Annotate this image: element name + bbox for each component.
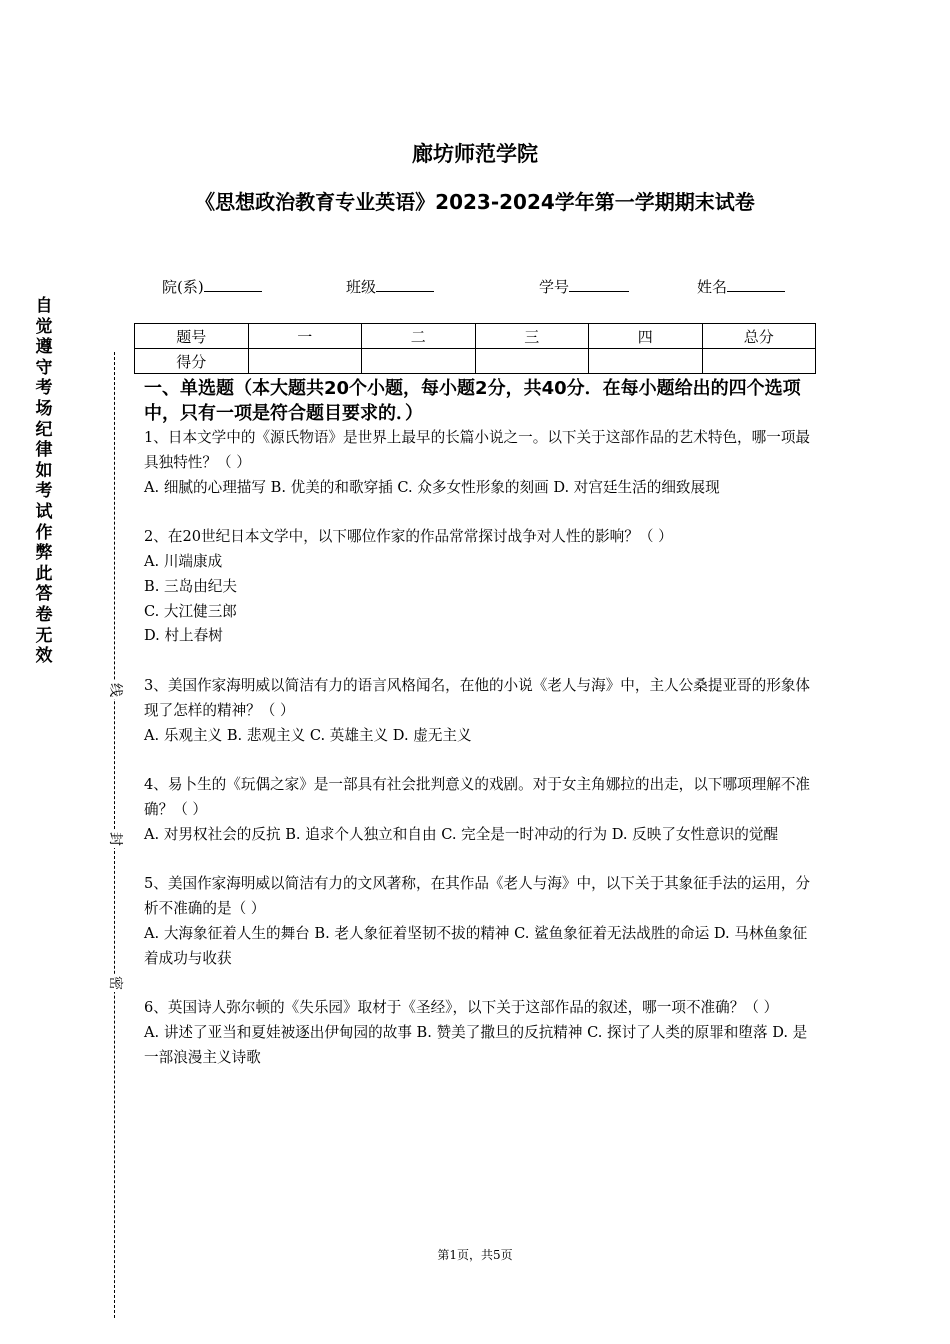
- question-stem: 1、日本文学中的《源氏物语》是世界上最早的长篇小说之一。以下关于这部作品的艺术特色，哪一项最具独特性？（ ）: [144, 429, 811, 471]
- exam-discipline-warning: 自觉遵守考场纪律如考试作弊此答卷无效: [35, 296, 53, 667]
- question-list: [144, 426, 820, 1096]
- question-6: [144, 996, 820, 1070]
- question-stem: 4、易卜生的《玩偶之家》是一部具有社会批判意义的戏剧。对于女主角娜拉的出走，以下哪项理解不准确？（ ）: [144, 776, 811, 818]
- score-table-header-row: [135, 324, 816, 349]
- score-table: [134, 323, 816, 374]
- question-1: [144, 426, 820, 500]
- department-blank: [204, 277, 262, 292]
- binding-line-char: 线: [107, 683, 123, 697]
- question-options: A. 对男权社会的反抗 B. 追求个人独立和自由 C. 完全是一时冲动的行为 D. 反映了女性意识的觉醒: [144, 825, 779, 843]
- department-label: 院(系): [162, 278, 204, 296]
- exam-title: 《思想政治教育专业英语》2023-2024学年第一学期期末试卷: [195, 190, 755, 214]
- question-stem: 6、英国诗人弥尔顿的《失乐园》取材于《圣经》，以下关于这部作品的叙述，哪一项不准确？（ ）: [144, 999, 779, 1017]
- question-3: [144, 674, 820, 748]
- class-blank: [376, 277, 434, 292]
- binding-seal-char: 封: [107, 832, 123, 846]
- question-stem: 5、美国作家海明威以简洁有力的文风著称，在其作品《老人与海》中，以下关于其象征手法的运用，分析不准确的是（ ）: [144, 875, 811, 918]
- score-table-header-cell: 一: [248, 324, 362, 349]
- section-title: 一、单选题（本大题共20个小题，每小题2分，共40分．在每小题给出的四个选项中，只有一项是符合题目要求的．）: [144, 378, 801, 424]
- score-cell: [702, 349, 816, 374]
- score-row-label: 得分: [135, 349, 249, 374]
- question-2: [144, 525, 820, 649]
- name-label: 姓名: [697, 278, 728, 296]
- score-cell: [475, 349, 589, 374]
- question-option: A. 川端康成: [144, 552, 223, 570]
- score-cell: [589, 349, 703, 374]
- name-blank: [727, 277, 785, 292]
- name-field: [697, 276, 785, 297]
- student-id-label: 学号: [539, 278, 570, 296]
- question-stem: 2、在20世纪日本文学中，以下哪位作家的作品常常探讨战争对人性的影响？（ ）: [144, 528, 673, 546]
- score-table-header-cell: 三: [475, 324, 589, 349]
- score-table-score-row: [135, 349, 816, 374]
- question-options: A. 大海象征着人生的舞台 B. 老人象征着坚韧不拔的精神 C. 鲨鱼象征着无法战胜的命运 D. 马林鱼象征着成功与收获: [144, 924, 808, 967]
- question-5: [144, 872, 820, 971]
- score-cell: [248, 349, 362, 374]
- question-4: [144, 773, 820, 847]
- score-table-header-cell: 总分: [702, 324, 816, 349]
- binding-secret-char: 密: [107, 976, 123, 990]
- student-id-field: [539, 276, 629, 297]
- question-options: A. 乐观主义 B. 悲观主义 C. 英雄主义 D. 虚无主义: [144, 726, 472, 744]
- class-label: 班级: [346, 278, 377, 296]
- question-option: B. 三岛由纪夫: [144, 577, 237, 595]
- question-option: C. 大江健三郎: [144, 602, 237, 620]
- question-options: A. 讲述了亚当和夏娃被逐出伊甸园的故事 B. 赞美了撒旦的反抗精神 C. 探讨了人类的原罪和堕落 D. 是一部浪漫主义诗歌: [144, 1024, 808, 1066]
- student-id-blank: [569, 277, 629, 292]
- department-field: [162, 276, 262, 297]
- question-option: D. 村上春树: [144, 627, 223, 645]
- score-table-header-cell: 二: [362, 324, 476, 349]
- school-name: 廊坊师范学院: [412, 142, 538, 166]
- score-table-header-cell: 题号: [135, 324, 249, 349]
- class-field: [346, 276, 434, 297]
- score-table-header-cell: 四: [589, 324, 703, 349]
- question-stem: 3、美国作家海明威以简洁有力的语言风格闻名，在他的小说《老人与海》中，主人公桑提亚哥的形象体现了怎样的精神？（ ）: [144, 676, 811, 719]
- question-options: A. 细腻的心理描写 B. 优美的和歌穿插 C. 众多女性形象的刻画 D. 对宫廷生活的细致展现: [144, 478, 720, 496]
- score-cell: [362, 349, 476, 374]
- page-number: 第1页，共5页: [437, 1248, 513, 1262]
